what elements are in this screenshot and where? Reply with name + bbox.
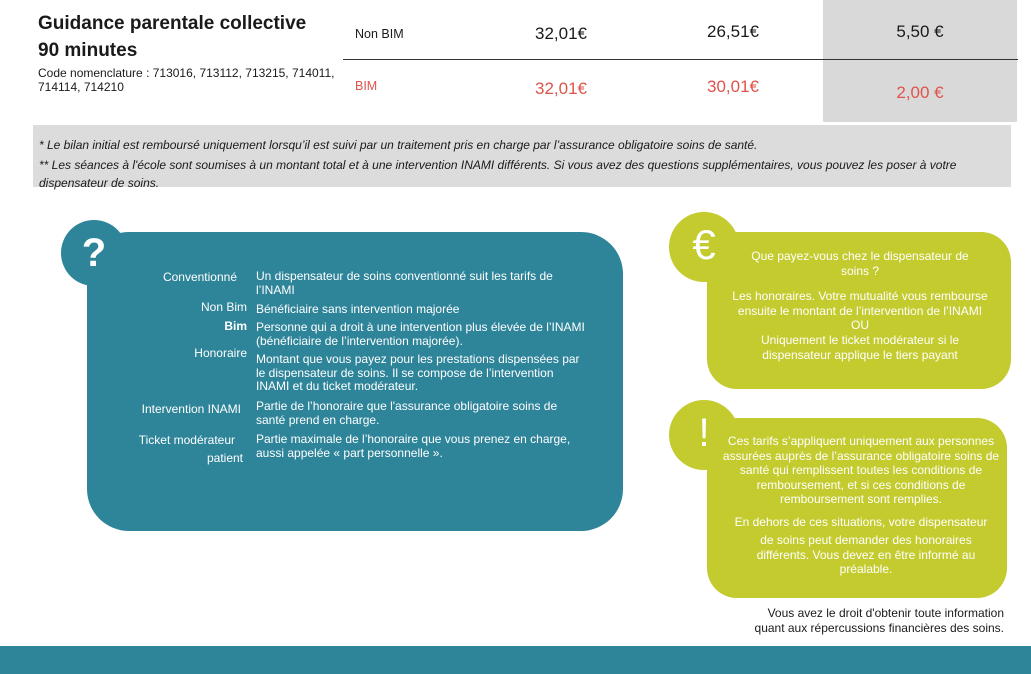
nomenclature-code: Code nomenclature : 713016, 713112, 713215, 714011, 714114, 714210 <box>38 66 335 94</box>
def-bim: Personne qui a droit à une intervention plus élevée de l’INAMI (bénéficiaire de l’intervention majorée). <box>256 320 585 348</box>
term-bim: Bim <box>224 319 247 333</box>
def-intervention-inami: Partie de l’honoraire que l'assurance obligatoire soins de santé prend en charge. <box>256 399 558 427</box>
term-ticket-moderateur-patient: patient <box>206 451 243 465</box>
payment-answer-1: Les honoraires. Votre mutualité vous rembourse ensuite le montant de l’intervention de l’INAMI <box>732 289 988 318</box>
honoraire-bim: 32,01€ <box>535 79 587 98</box>
term-honoraire: Honoraire <box>194 346 247 360</box>
question-icon: ? <box>61 220 127 286</box>
def-ticket-moderateur: Partie maximale de l’honoraire que vous prenez en charge, aussi appelée « part personnelle ». <box>256 432 571 460</box>
row-category-non-bim: Non BIM <box>355 27 404 41</box>
euro-icon: € <box>669 212 739 282</box>
term-intervention-inami: Intervention INAMI <box>141 402 241 416</box>
footnote-2-cont: dispensateur de soins. <box>39 176 160 190</box>
def-non-bim: Bénéficiaire sans intervention majorée <box>256 302 460 316</box>
footer-bar <box>0 646 1031 674</box>
ticket-non-bim: 5,50 € <box>896 22 944 41</box>
exceptions-text: de soins peut demander des honoraires différents. Vous devez en être informé au préalable. <box>756 533 976 576</box>
intervention-bim: 30,01€ <box>707 77 759 96</box>
term-non-bim: Non Bim <box>200 300 247 314</box>
rights-line-2: quant aux répercussions financières des soins. <box>754 621 1004 635</box>
rights-line-1: Vous avez le droit d'obtenir toute information <box>767 606 1004 620</box>
payment-or: OU <box>851 318 869 332</box>
payment-answer-2: Uniquement le ticket modérateur si le dispensateur applique le tiers payant <box>760 333 960 362</box>
term-ticket-moderateur: Ticket modérateur <box>138 433 235 447</box>
conditions-text: Ces tarifs s’appliquent uniquement aux personnes assurées auprès de l’assurance obligatoire soins de santé qui remplissent toutes les conditions de remboursement, et si ces conditions de remboursement sont remplies. <box>722 434 1000 506</box>
payment-question: Que payez-vous chez le dispensateur de soins ? <box>751 249 969 278</box>
row-category-bim: BIM <box>355 79 378 93</box>
title-line-1: Guidance parentale collective <box>38 13 307 34</box>
row-divider <box>343 59 1018 60</box>
rights-note <box>720 606 1004 636</box>
footnotes <box>33 125 1011 190</box>
exclamation-icon: ! <box>669 400 739 470</box>
ticket-moderateur-column <box>823 0 1017 122</box>
honoraire-non-bim: 32,01€ <box>535 24 587 43</box>
exceptions-text-line1: En dehors de ces situations, votre dispensateur <box>734 515 988 529</box>
title-line-2: 90 minutes <box>38 40 138 61</box>
footnote-2: ** Les séances à l'école sont soumises à un montant total et à une intervention INAMI différents. Si vous avez des questions supplémentaires, vous pouvez les poser à votre <box>39 158 957 172</box>
def-honoraire: Montant que vous payez pour les prestations dispensées par le dispensateur de soins. Il se compose de l’intervention INAMI et du ticket modérateur. <box>256 352 580 393</box>
def-conventionne: Un dispensateur de soins conventionné suit les tarifs de l’INAMI <box>256 269 553 297</box>
ticket-bim: 2,00 € <box>896 83 944 102</box>
service-title <box>38 10 306 64</box>
intervention-non-bim: 26,51€ <box>707 22 759 41</box>
term-conventionne: Conventionné <box>162 270 237 284</box>
footnote-1: * Le bilan initial est remboursé uniquement lorsqu’il est suivi par un traitement pris en charge par l’assurance obligatoire soins de santé. <box>39 138 758 152</box>
